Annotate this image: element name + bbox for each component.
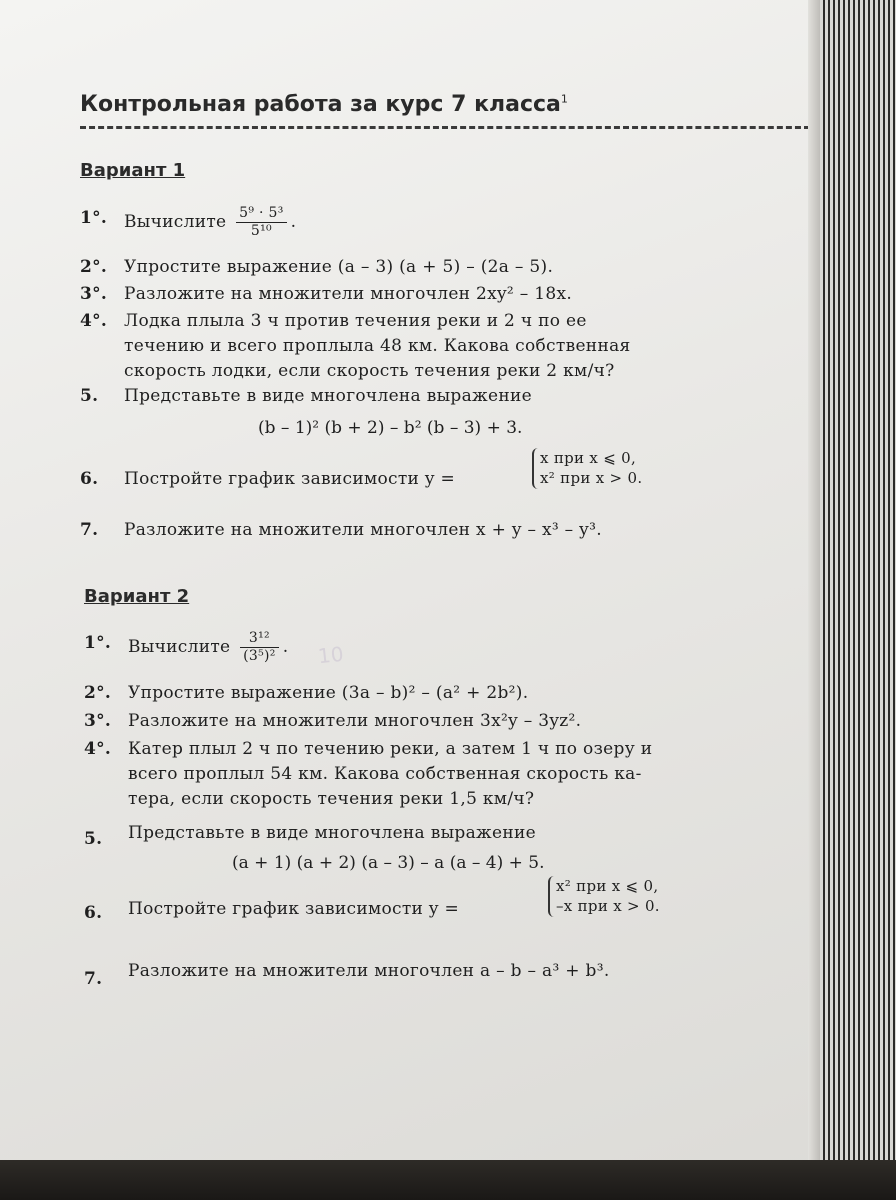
title-divider [80,126,810,129]
task-label: Вычислите [124,211,227,232]
task-number: 3°. [80,284,108,304]
task-number: 6. [80,469,99,489]
title-footnote: 1 [560,92,568,106]
task-4 [84,736,804,816]
task-expression: (b – 1)² (b + 2) – b² (b – 3) + 3. [258,418,523,438]
task-text: Упростите выражение (3a – b)² – (a² + 2b²). [128,683,529,703]
task-text: Постройте график зависимости y = [128,899,460,919]
task-number: 4°. [84,739,112,759]
task-number: 7. [84,969,103,989]
task-number: 1°. [80,208,108,228]
piecewise-brace [532,448,642,489]
task-punct: . [282,636,289,657]
task-number: 6. [84,903,103,923]
task-6 [80,448,800,498]
task-number: 2°. [84,683,112,703]
handwritten-grade: 10 [316,641,345,669]
task-text-line: всего проплыл 54 км. Какова собственная скорость ка- [128,764,642,784]
task-expression: (a + 1) (a + 2) (a – 3) – a (a – 4) + 5. [232,853,545,873]
fraction-denominator: (3⁵)² [243,647,276,664]
page-title [80,92,810,117]
task-text: Представьте в виде многочлена выражение [124,386,532,406]
task-text: Представьте в виде многочлена выражение [128,823,536,843]
task-text-line: скорость лодки, если скорость течения реки 2 км/ч? [124,361,615,381]
task-number: 1°. [84,633,112,653]
fraction-numerator: 3¹² [240,630,279,648]
task-text [128,630,288,665]
variant-2-heading: Вариант 2 [84,586,190,607]
task-text: Разложите на множители многочлен a – b – a³ + b³. [128,961,610,981]
fraction [240,630,279,665]
task-text: Разложите на множители многочлен x + y – x³ – y³. [124,520,602,540]
task-6 [84,874,804,930]
task-punct: . [290,211,297,232]
task-1 [80,205,800,245]
task-number: 7. [80,520,99,540]
piecewise-brace [548,876,660,917]
task-4 [80,308,800,388]
fraction-numerator: 5⁹ · 5³ [236,205,287,223]
fraction-denominator: 5¹⁰ [250,222,272,239]
fraction [236,205,287,240]
task-number: 5. [84,829,103,849]
task-number: 3°. [84,711,112,731]
task-text [124,205,296,240]
task-text: Постройте график зависимости y = [124,469,456,489]
notebook-binding [820,0,896,1160]
task-text: Разложите на множители многочлен 2xy² – 18x. [124,284,573,304]
piecewise-case: –x при x > 0. [556,897,660,916]
piecewise-case: x² при x > 0. [540,469,643,488]
task-text-line: Катер плыл 2 ч по течению реки, а затем 1 ч по озеру и [128,739,653,759]
task-number: 2°. [80,257,108,277]
task-1 [84,630,804,670]
piecewise-case: x² при x ⩽ 0, [556,877,659,895]
task-number: 4°. [80,311,108,331]
task-number: 5. [80,386,99,406]
table-surface [0,1160,896,1200]
task-text: Разложите на множители многочлен 3x²y – 3yz². [128,711,582,731]
piecewise-case: x при x ⩽ 0, [540,449,637,467]
task-text-line: Лодка плыла 3 ч против течения реки и 2 ч по ее [124,311,587,331]
title-text: Контрольная работа за курс 7 класса [80,92,561,117]
task-text: Упростите выражение (a – 3) (a + 5) – (2a – 5). [124,257,554,277]
task-text-line: тера, если скорость течения реки 1,5 км/ч? [128,789,535,809]
task-label: Вычислите [128,636,231,657]
task-text-line: течению и всего проплыла 48 км. Какова собственная [124,336,631,356]
variant-1-heading: Вариант 1 [80,160,186,181]
